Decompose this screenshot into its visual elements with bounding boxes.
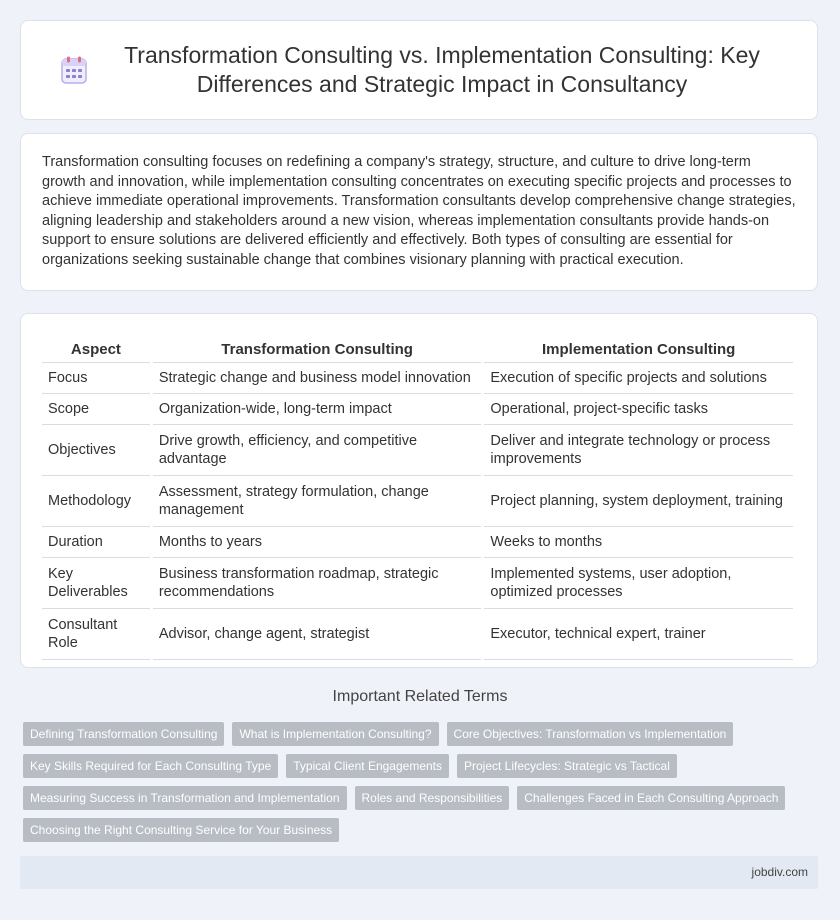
implementation-cell: Deliver and integrate technology or process improvements: [484, 425, 793, 476]
title-card: [20, 20, 818, 120]
transformation-cell: Months to years: [153, 527, 482, 558]
table-row: [42, 394, 793, 425]
row-label: Objectives: [42, 425, 150, 476]
table-row: [42, 425, 793, 476]
column-header-implementation: Implementation Consulting: [484, 332, 793, 363]
table-row: [42, 527, 793, 558]
related-term-link[interactable]: Core Objectives: Transformation vs Implementation: [447, 722, 734, 746]
implementation-cell: Executor, technical expert, trainer: [484, 609, 793, 660]
implementation-cell: Execution of specific projects and solutions: [484, 363, 793, 394]
related-term-link[interactable]: Project Lifecycles: Strategic vs Tactical: [457, 754, 677, 778]
row-label: Consultant Role: [42, 609, 150, 660]
related-term-link[interactable]: Challenges Faced in Each Consulting Approach: [517, 786, 785, 810]
table-row: [42, 609, 793, 660]
page-title: Transformation Consulting vs. Implementation Consulting: Key Differences and Strategic Impact in Consultancy: [124, 42, 760, 97]
table-row: [42, 476, 793, 527]
related-terms-heading: Important Related Terms: [332, 688, 508, 705]
row-label: Methodology: [42, 476, 150, 527]
row-label: Key Deliverables: [42, 558, 150, 609]
related-terms-list: [23, 722, 813, 850]
comparison-card: [20, 313, 818, 668]
related-term-link[interactable]: Defining Transformation Consulting: [23, 722, 224, 746]
transformation-cell: Business transformation roadmap, strategic recommendations: [153, 558, 482, 609]
calendar-icon: [61, 56, 87, 84]
intro-card: [20, 133, 818, 291]
row-label: Duration: [42, 527, 150, 558]
related-term-link[interactable]: Choosing the Right Consulting Service for Your Business: [23, 818, 339, 842]
transformation-cell: Drive growth, efficiency, and competitive advantage: [153, 425, 482, 476]
row-label: Scope: [42, 394, 150, 425]
related-term-link[interactable]: Key Skills Required for Each Consulting Type: [23, 754, 278, 778]
related-term-link[interactable]: Measuring Success in Transformation and Implementation: [23, 786, 347, 810]
related-term-link[interactable]: Typical Client Engagements: [286, 754, 449, 778]
site-link[interactable]: jobdiv.com: [751, 865, 808, 879]
intro-paragraph: Transformation consulting focuses on redefining a company's strategy, structure, and culture to drive long-term growth and innovation, while implementation consulting concentrates on executing specific projects and processes to achieve immediate operational improvements. Transformation consultants develop comprehensive change strategies, aligning leadership and stakeholders around a new vision, whereas implementation consultants provide hands-on support to ensure solutions are delivered efficiently and effectively. Both types of consulting are essential for organizations seeking sustainable change that combines visionary planning with practical execution.: [42, 154, 796, 268]
implementation-cell: Project planning, system deployment, training: [484, 476, 793, 527]
transformation-cell: Advisor, change agent, strategist: [153, 609, 482, 660]
footer: [20, 856, 818, 889]
related-term-link[interactable]: What is Implementation Consulting?: [232, 722, 438, 746]
table-row: [42, 558, 793, 609]
title-wrap: [21, 41, 817, 99]
row-label: Focus: [42, 363, 150, 394]
table-row: [42, 363, 793, 394]
transformation-cell: Strategic change and business model innovation: [153, 363, 482, 394]
related-term-link[interactable]: Roles and Responsibilities: [355, 786, 510, 810]
column-header-transformation: Transformation Consulting: [153, 332, 482, 363]
comparison-table: [39, 332, 796, 660]
implementation-cell: Operational, project-specific tasks: [484, 394, 793, 425]
table-header-row: [42, 332, 793, 363]
implementation-cell: Weeks to months: [484, 527, 793, 558]
transformation-cell: Assessment, strategy formulation, change management: [153, 476, 482, 527]
implementation-cell: Implemented systems, user adoption, optimized processes: [484, 558, 793, 609]
column-header-aspect: Aspect: [42, 332, 150, 363]
transformation-cell: Organization-wide, long-term impact: [153, 394, 482, 425]
